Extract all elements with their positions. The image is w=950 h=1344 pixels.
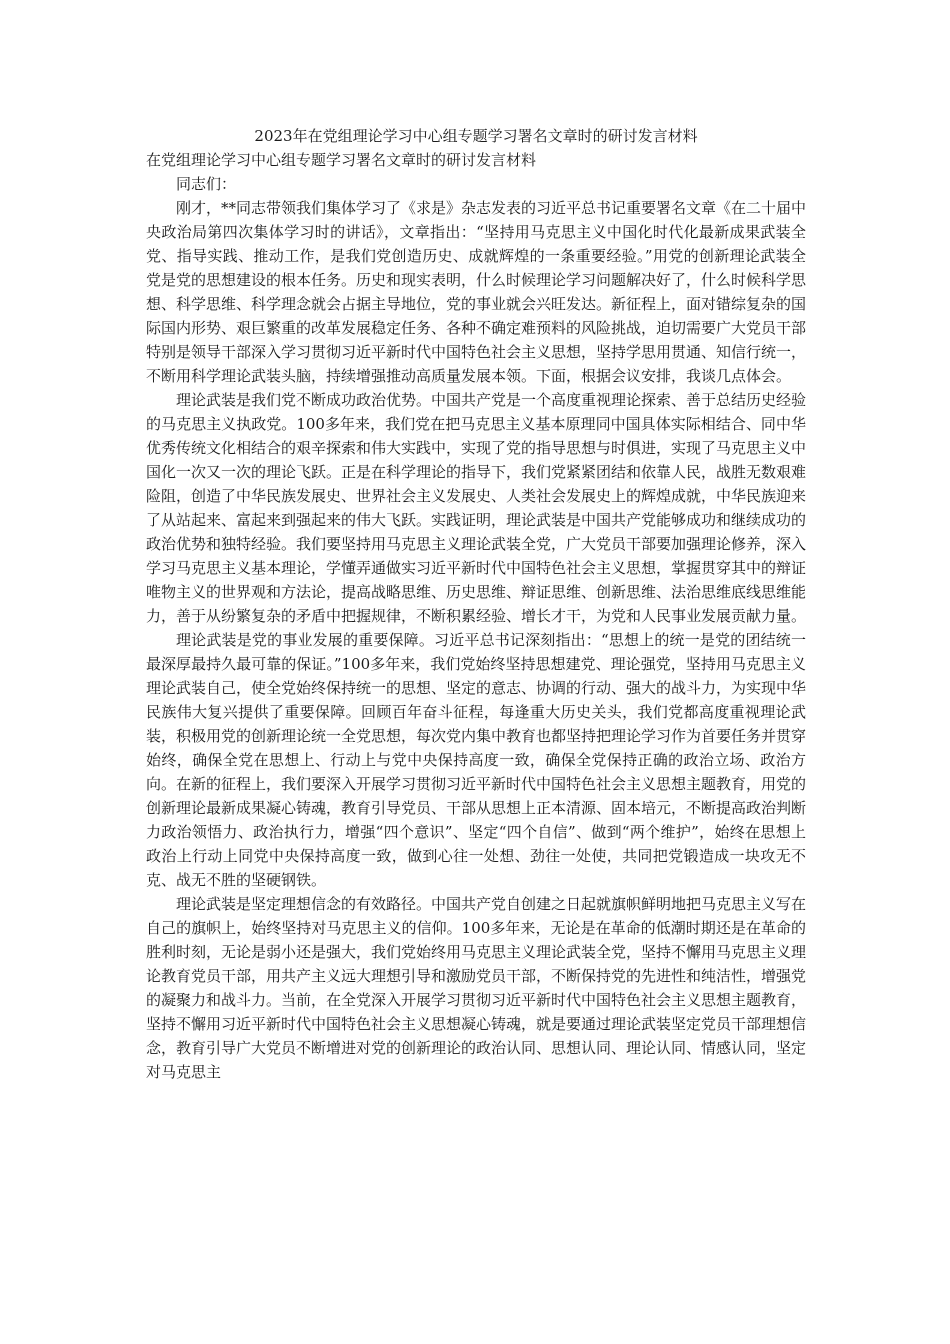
document-body <box>146 124 806 1084</box>
paragraph-ideals-path: 理论武装是坚定理想信念的有效路径。中国共产党自创建之日起就旗帜鲜明地把马克思主义写在自己的旗帜上，始终坚持对马克思主义的信仰。100多年来，无论是在革命的低潮时期还是在革命的胜利时刻，无论是弱小还是强大，我们党始终用马克思主义理论武装全党，坚持不懈用马克思主义理论教育党员干部，用共产主义远大理想引导和激励党员干部，不断保持党的先进性和纯洁性，增强党的凝聚力和战斗力。当前，在全党深入开展学习贯彻习近平新时代中国特色社会主义思想主题教育，坚持不懈用习近平新时代中国特色社会主义思想凝心铸魂，就是要通过理论武装坚定党员干部理想信念，教育引导广大党员不断增进对党的创新理论的政治认同、思想认同、理论认同、情感认同，坚定对马克思主 <box>146 895 807 1081</box>
paragraph-important-guarantee: 理论武装是党的事业发展的重要保障。习近平总书记深刻指出：“思想上的统一是党的团结统一最深厚最持久最可靠的保证。”100多年来，我们党始终坚持思想建党、理论强党，坚持用马克思主义理论武装自己，使全党始终保持统一的思想、坚定的意志、协调的行动、强大的战斗力，为实现中华民族伟大复兴提供了重要保障。回顾百年奋斗征程，每逢重大历史关头，我们党都高度重视理论武装，积极用党的创新理论统一全党思想，每次党内集中教育也都坚持把理论学习作为首要任务并贯穿始终，确保全党在思想上、行动上与党中央保持高度一致，确保全党保持正确的政治立场、政治方向。在新的征程上，我们要深入开展学习贯彻习近平新时代中国特色社会主义思想主题教育，用党的创新理论最新成果凝心铸魂，教育引导党员、干部从思想上正本清源、固本培元，不断提高政治判断力政治领悟力、政治执行力，增强“四个意识”、坚定“四个自信”、做到“两个维护”，始终在思想上政治上行动上同党中央保持高度一致，做到心往一处想、劲往一处使，共同把党锻造成一块攻无不克、战无不胜的坚硬钢铁。 <box>146 631 807 889</box>
paragraph-intro: 刚才，**同志带领我们集体学习了《求是》杂志发表的习近平总书记重要署名文章《在二十届中央政治局第四次集体学习时的讲话》，文章指出：“坚持用马克思主义中国化时代化最新成果武装全党、指导实践、推动工作，是我们党创造历史、成就辉煌的一条重要经验。”用党的创新理论武装全党是党的思想建设的根本任务。历史和现实表明，什么时候理论学习问题解决好了，什么时候科学思想、科学思维、科学理念就会占据主导地位，党的事业就会兴旺发达。新征程上，面对错综复杂的国际国内形势、艰巨繁重的改革发展稳定任务、各种不确定难预料的风险挑战，迫切需要广大党员干部特别是领导干部深入学习贯彻习近平新时代中国特色社会主义思想，坚持学思用贯通、知信行统一，不断用科学理论武装头脑，持续增强推动高质量发展本领。下面，根据会议安排，我谈几点体会。 <box>146 199 807 385</box>
paragraph-political-advantage: 理论武装是我们党不断成功政治优势。中国共产党是一个高度重视理论探索、善于总结历史经验的马克思主义执政党。100多年来，我们党在把马克思主义基本原理同中国具体实际相结合、同中华优秀传统文化相结合的艰辛探索和伟大实践中，实现了党的指导思想与时俱进，实现了马克思主义中国化一次又一次的理论飞跃。正是在科学理论的指导下，我们党紧紧团结和依靠人民，战胜无数艰难险阻，创造了中华民族发展史、世界社会主义发展史、人类社会发展史上的辉煌成就，中华民族迎来了从站起来、富起来到强起来的伟大飞跃。实践证明，理论武装是中国共产党能够成功和继续成功的政治优势和独特经验。我们要坚持用马克思主义理论武装全党，广大党员干部要加强理论修养，深入学习马克思主义基本理论，学懂弄通做实习近平新时代中国特色社会主义思想，掌握贯穿其中的辩证唯物主义的世界观和方法论，提高战略思维、历史思维、辩证思维、创新思维、法治思维底线思维能力，善于从纷繁复杂的矛盾中把握规律，不断积累经验、增长才干，为党和人民事业发展贡献力量。 <box>146 391 807 625</box>
document-subtitle: 在党组理论学习中心组专题学习署名文章时的研讨发言材料 <box>146 151 537 169</box>
document-title: 2023年在党组理论学习中心组专题学习署名文章时的研讨发言材料 <box>254 127 698 145</box>
greeting: 同志们： <box>176 175 237 193</box>
